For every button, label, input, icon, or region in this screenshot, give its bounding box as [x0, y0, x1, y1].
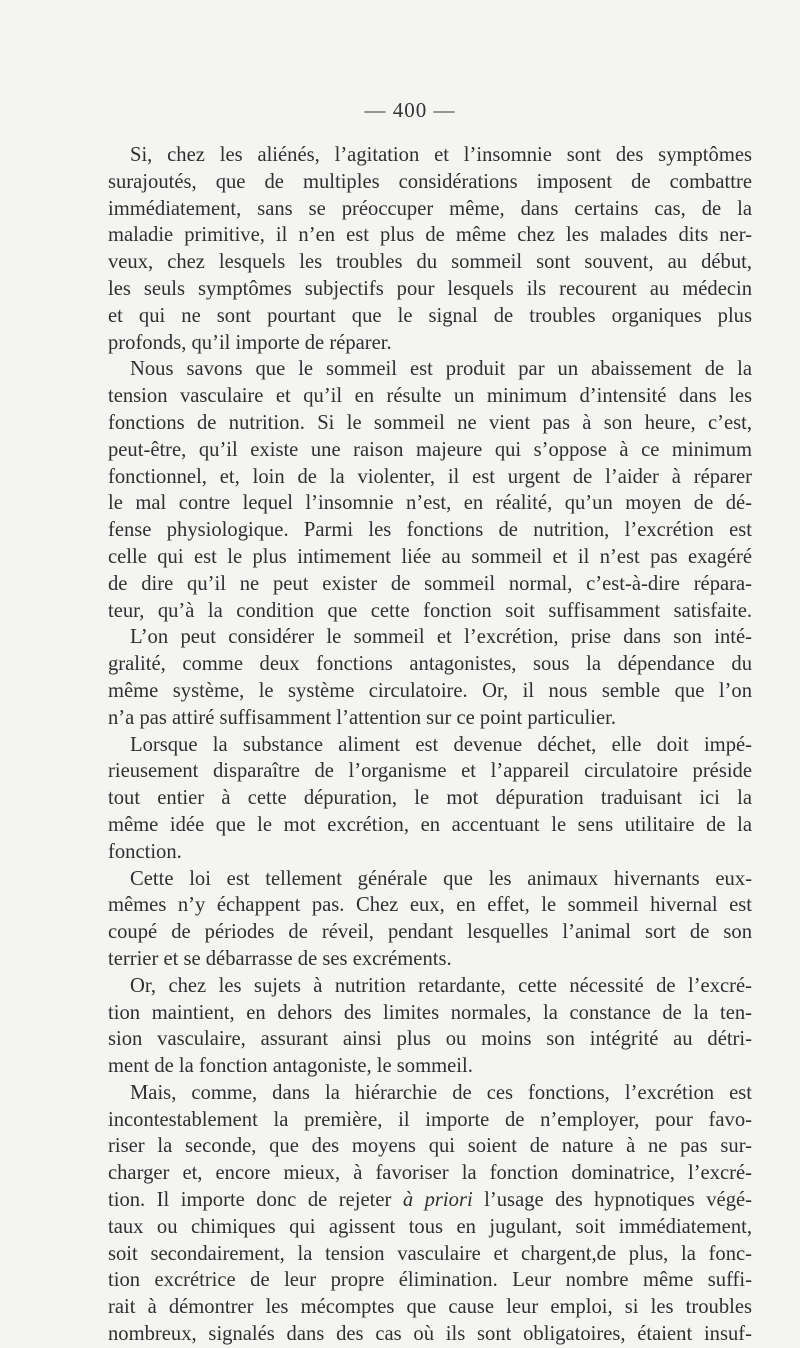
text-line-with-italic — [108, 1187, 752, 1214]
body-text — [108, 142, 752, 1348]
text-line: celle qui est le plus intimement liée au sommeil et il n’est pas exagéré — [108, 545, 752, 568]
text-line: fonctionnel, et, loin de la violenter, il est urgent de l’aider à réparer — [108, 465, 752, 488]
text-segment: tion. Il importe donc de rejeter — [108, 1189, 403, 1212]
text-line: n’a pas attiré suffisamment l’attention sur ce point particulier. — [108, 706, 617, 729]
text-line: tion maintient, en dehors des limites normales, la constance de la ten- — [108, 1001, 752, 1024]
text-line: tout entier à cette dépuration, le mot dépuration traduisant ici la — [108, 787, 752, 810]
text-line: maladie primitive, il n’en est plus de même chez les malades dits ner- — [108, 224, 752, 247]
text-line: L’on peut considérer le sommeil et l’excrétion, prise dans son inté- — [130, 626, 752, 649]
italic-term: à priori — [402, 1189, 473, 1212]
text-line: mêmes n’y échappent pas. Chez eux, en effet, le sommeil hivernal est — [108, 894, 752, 917]
text-line: rieusement disparaître de l’organisme et l’appareil circulatoire préside — [108, 760, 752, 783]
text-line: ment de la fonction antagoniste, le sommeil. — [108, 1055, 473, 1078]
text-line: veux, chez lesquels les troubles du sommeil sont souvent, au début, — [108, 251, 752, 274]
text-line: Nous savons que le sommeil est produit par un abaissement de la — [130, 358, 752, 381]
text-line: tion excrétrice de leur propre élimination. Leur nombre même suffi- — [108, 1269, 752, 1292]
text-line: Mais, comme, dans la hiérarchie de ces fonctions, l’excrétion est — [130, 1081, 752, 1104]
text-line: peut-être, qu’il existe une raison majeure qui s’oppose à ce minimum — [108, 438, 752, 461]
text-line: Or, chez les sujets à nutrition retardante, cette nécessité de l’excré- — [130, 974, 752, 997]
text-line: immédiatement, sans se préoccuper même, dans certains cas, de la — [108, 197, 752, 220]
text-line: sion vasculaire, assurant ainsi plus ou moins son intégrité au détri- — [108, 1028, 752, 1051]
text-line: fonctions de nutrition. Si le sommeil ne vient pas à son heure, c’est, — [108, 411, 752, 434]
text-line: les seuls symptômes subjectifs pour lesquels ils recourent au médecin — [108, 277, 752, 300]
text-line: gralité, comme deux fonctions antagonistes, sous la dépendance du — [108, 653, 752, 676]
text-line: Si, chez les aliénés, l’agitation et l’insomnie sont des symptômes — [130, 144, 752, 166]
text-line: charger et, encore mieux, à favoriser la fonction dominatrice, l’excré- — [108, 1162, 752, 1185]
text-line: teur, qu’à la condition que cette fonction soit suffisamment satisfaite. — [108, 599, 752, 622]
text-line: Lorsque la substance aliment est devenue déchet, elle doit impé- — [130, 733, 752, 756]
page-number: — 400 — — [364, 98, 456, 122]
text-line: même système, le système circulatoire. Or, il nous semble que l’on — [108, 679, 752, 702]
text-line: taux ou chimiques qui agissent tous en jugulant, soit immédiatement, — [108, 1215, 752, 1238]
text-line: profonds, qu’il importe de réparer. — [108, 331, 392, 354]
text-line: de dire qu’il ne peut exister de sommeil normal, c’est-à-dire répara- — [108, 572, 752, 595]
text-line: terrier et se débarrasse de ses excréments. — [108, 947, 452, 970]
text-line: riser la seconde, que des moyens qui soient de nature à ne pas sur- — [108, 1135, 752, 1158]
text-line: et qui ne sont pourtant que le signal de troubles organiques plus — [108, 304, 752, 327]
text-line: fense physiologique. Parmi les fonctions de nutrition, l’excrétion est — [108, 519, 752, 542]
text-segment: l’usage des hypnotiques végé- — [472, 1189, 752, 1212]
text-line: incontestablement la première, il importe de n’employer, pour favo- — [108, 1108, 752, 1131]
text-line: tension vasculaire et qu’il en résulte un minimum d’intensité dans les — [108, 385, 752, 408]
text-line: nombreux, signalés dans des cas où ils sont obligatoires, étaient insuf- — [108, 1323, 752, 1346]
text-line: coupé de périodes de réveil, pendant lesquelles l’animal sort de son — [108, 921, 752, 944]
text-line: surajoutés, que de multiples considérations imposent de combattre — [108, 170, 752, 193]
text-line: soit secondairement, la tension vasculaire et chargent,de plus, la fonc- — [108, 1242, 752, 1265]
text-line: rait à démontrer les mécomptes que cause leur emploi, si les troubles — [108, 1296, 752, 1319]
text-line: Cette loi est tellement générale que les animaux hivernants eux- — [130, 867, 752, 890]
text-line: fonction. — [108, 840, 182, 863]
text-line: le mal contre lequel l’insomnie n’est, en réalité, qu’un moyen de dé- — [108, 492, 752, 515]
text-line: même idée que le mot excrétion, en accentuant le sens utilitaire de la — [108, 813, 752, 836]
